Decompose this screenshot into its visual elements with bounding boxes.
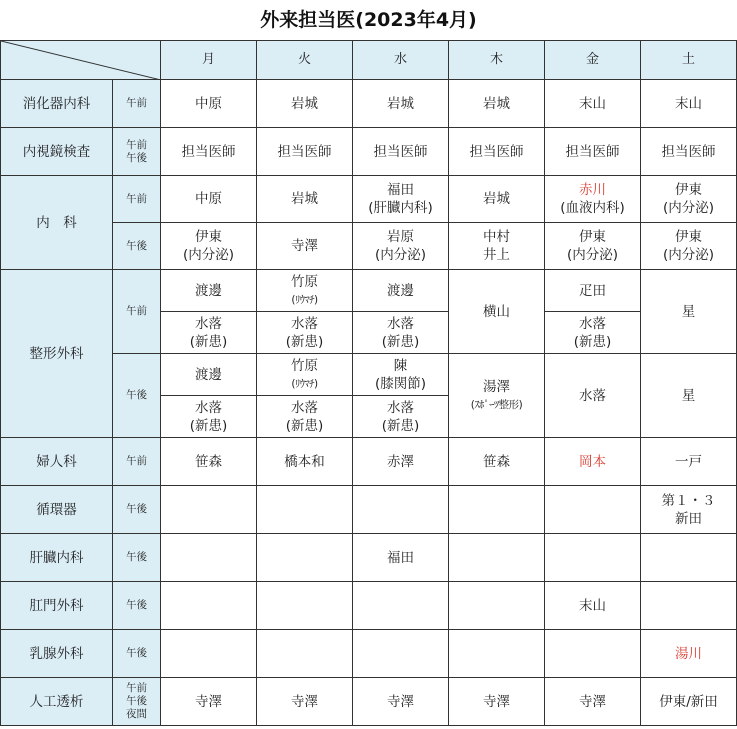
doctor-cell bbox=[257, 534, 353, 582]
doctor-cell: 寺澤 bbox=[257, 678, 353, 726]
doctor-cell bbox=[161, 534, 257, 582]
time-label: 午後 bbox=[113, 534, 161, 582]
doctor-note: (新患) bbox=[189, 417, 228, 434]
time-label: 午前 bbox=[113, 438, 161, 486]
doctor-name: 渡邊 bbox=[195, 366, 222, 383]
doctor-cell bbox=[353, 396, 449, 438]
doctor-note: (新患) bbox=[573, 333, 612, 350]
doctor-name: 竹原 bbox=[291, 273, 318, 290]
doctor-cell bbox=[161, 582, 257, 630]
doctor-name: 井上 bbox=[483, 247, 510, 263]
doctor-cell bbox=[257, 176, 353, 223]
doctor-cell bbox=[449, 630, 545, 678]
row-fujin bbox=[1, 438, 737, 486]
doctor-name: 渡邊 bbox=[387, 282, 414, 299]
doctor-name: 伊東 bbox=[579, 229, 606, 245]
doctor-cell: 笹森 bbox=[449, 438, 545, 486]
doctor-note: (肝臓内科) bbox=[368, 200, 433, 216]
doctor-cell: 末山 bbox=[545, 80, 641, 128]
doctor-note: (新患) bbox=[285, 417, 324, 434]
page-title: 外来担当医(2023年4月) bbox=[260, 9, 477, 31]
time-line: 夜間 bbox=[126, 708, 147, 720]
doctor-note: (膝関節) bbox=[374, 375, 427, 392]
doctor-note: (新患) bbox=[381, 333, 420, 350]
dept-label: 人工透析 bbox=[1, 678, 113, 726]
doctor-cell: 担当医師 bbox=[257, 128, 353, 176]
time-label bbox=[113, 678, 161, 726]
doctor-cell: 寺澤 bbox=[545, 678, 641, 726]
doctor-cell bbox=[641, 582, 737, 630]
row-naishikyo bbox=[1, 128, 737, 176]
doctor-cell: 笹森 bbox=[161, 438, 257, 486]
doctor-name: 岩原 bbox=[387, 229, 414, 245]
doctor-cell: 中原 bbox=[161, 80, 257, 128]
doctor-note: (内分泌) bbox=[182, 247, 235, 263]
doctor-cell: 疋田 bbox=[545, 270, 641, 312]
doctor-cell: 末山 bbox=[641, 80, 737, 128]
doctor-cell bbox=[449, 486, 545, 534]
doctor-note: (新患) bbox=[285, 333, 324, 350]
doctor-cell: 赤澤 bbox=[353, 438, 449, 486]
day-header: 水 bbox=[353, 41, 449, 80]
doctor-cell bbox=[545, 630, 641, 678]
doctor-cell: 水落 bbox=[545, 354, 641, 438]
doctor-cell: 岩城 bbox=[353, 80, 449, 128]
doctor-note: (新患) bbox=[381, 417, 420, 434]
doctor-cell bbox=[161, 312, 257, 354]
doctor-cell bbox=[161, 354, 257, 396]
doctor-name: 渡邊 bbox=[195, 282, 222, 299]
doctor-cell: 岩城 bbox=[257, 80, 353, 128]
doctor-cell bbox=[353, 630, 449, 678]
doctor-cell bbox=[161, 270, 257, 312]
doctor-cell: 担当医師 bbox=[353, 128, 449, 176]
time-label: 午前 bbox=[113, 80, 161, 128]
doctor-cell bbox=[257, 582, 353, 630]
doctor-name: 福田 bbox=[387, 182, 414, 198]
row-kanzo bbox=[1, 534, 737, 582]
time-line: 午前 bbox=[126, 138, 147, 151]
doctor-cell bbox=[353, 354, 449, 396]
time-line: 午後 bbox=[126, 151, 147, 164]
time-label bbox=[113, 128, 161, 176]
doctor-cell bbox=[353, 270, 449, 312]
doctor-name: 水落 bbox=[387, 399, 414, 416]
doctor-cell: 寺澤 bbox=[161, 678, 257, 726]
doctor-note: (ﾘｳﾏﾁ) bbox=[291, 377, 318, 390]
time-label: 午後 bbox=[113, 354, 161, 438]
doctor-cell bbox=[257, 223, 353, 270]
doctor-cell: 湯川 bbox=[641, 630, 737, 678]
row-junkanki bbox=[1, 486, 737, 534]
doctor-name: 水落 bbox=[195, 315, 222, 332]
doctor-name: 水落 bbox=[387, 315, 414, 332]
doctor-cell bbox=[257, 270, 353, 312]
doctor-cell bbox=[257, 312, 353, 354]
day-header: 金 bbox=[545, 41, 641, 80]
doctor-cell bbox=[161, 223, 257, 270]
row-shoka bbox=[1, 80, 737, 128]
doctor-note: (内分泌) bbox=[374, 247, 427, 263]
doctor-cell bbox=[161, 396, 257, 438]
doctor-note: (血液内科) bbox=[560, 200, 625, 216]
time-label: 午後 bbox=[113, 486, 161, 534]
doctor-cell bbox=[449, 582, 545, 630]
doctor-note: (内分泌) bbox=[662, 247, 715, 263]
header-row bbox=[1, 41, 737, 80]
doctor-name: 伊東 bbox=[675, 229, 702, 245]
dept-label: 整形外科 bbox=[1, 270, 113, 438]
dept-label: 消化器内科 bbox=[1, 80, 113, 128]
dept-label: 乳腺外科 bbox=[1, 630, 113, 678]
doctor-cell bbox=[545, 486, 641, 534]
day-header: 火 bbox=[257, 41, 353, 80]
doctor-cell bbox=[257, 396, 353, 438]
time-label: 午前 bbox=[113, 176, 161, 223]
doctor-cell bbox=[641, 176, 737, 223]
row-komon bbox=[1, 582, 737, 630]
doctor-name: 岩城 bbox=[483, 191, 510, 207]
schedule-table bbox=[0, 40, 737, 726]
doctor-cell bbox=[353, 223, 449, 270]
doctor-cell: 横山 bbox=[449, 270, 545, 354]
doctor-cell: 星 bbox=[641, 270, 737, 354]
time-line: 午後 bbox=[126, 695, 147, 707]
doctor-cell bbox=[353, 176, 449, 223]
doctor-name: 中村 bbox=[483, 229, 510, 245]
doctor-name: 中原 bbox=[195, 191, 222, 207]
doctor-cell: 担当医師 bbox=[161, 128, 257, 176]
doctor-name: 寺澤 bbox=[291, 238, 318, 254]
doctor-note: (ﾘｳﾏﾁ) bbox=[291, 293, 318, 306]
doctor-name: 伊東 bbox=[195, 229, 222, 245]
doctor-name: 赤川 bbox=[579, 182, 606, 198]
dept-label: 内視鏡検査 bbox=[1, 128, 113, 176]
doctor-name: 陳 bbox=[393, 357, 408, 374]
time-label: 午後 bbox=[113, 582, 161, 630]
doctor-note: (ｽﾎﾟｰﾂ整形) bbox=[470, 398, 523, 411]
doctor-cell bbox=[161, 630, 257, 678]
doctor-cell bbox=[641, 223, 737, 270]
row-toseki bbox=[1, 678, 737, 726]
doctor-cell: 担当医師 bbox=[449, 128, 545, 176]
dept-label: 循環器 bbox=[1, 486, 113, 534]
doctor-cell bbox=[257, 630, 353, 678]
doctor-cell: 岩城 bbox=[449, 80, 545, 128]
diagonal-line bbox=[1, 41, 161, 80]
doctor-cell bbox=[545, 176, 641, 223]
doctor-cell bbox=[449, 223, 545, 270]
row-nyusen bbox=[1, 630, 737, 678]
doctor-cell: 岡本 bbox=[545, 438, 641, 486]
doctor-cell bbox=[353, 312, 449, 354]
row-naika-am bbox=[1, 176, 737, 223]
time-label: 午前 bbox=[113, 270, 161, 354]
doctor-cell: 一戸 bbox=[641, 438, 737, 486]
doctor-cell bbox=[257, 486, 353, 534]
doctor-cell bbox=[161, 486, 257, 534]
dept-label: 肛門外科 bbox=[1, 582, 113, 630]
doctor-cell: 担当医師 bbox=[545, 128, 641, 176]
doctor-note: 第１・３ bbox=[661, 492, 716, 509]
doctor-cell: 福田 bbox=[353, 534, 449, 582]
doctor-name: 新田 bbox=[675, 510, 702, 527]
doctor-cell: 橋本和 bbox=[257, 438, 353, 486]
day-header: 月 bbox=[161, 41, 257, 80]
doctor-cell bbox=[545, 223, 641, 270]
doctor-cell bbox=[161, 176, 257, 223]
day-header: 土 bbox=[641, 41, 737, 80]
doctor-name: 竹原 bbox=[291, 357, 318, 374]
doctor-note: (内分泌) bbox=[662, 200, 715, 216]
doctor-cell bbox=[257, 354, 353, 396]
doctor-name: 伊東 bbox=[675, 182, 702, 198]
doctor-cell bbox=[545, 312, 641, 354]
doctor-cell bbox=[641, 534, 737, 582]
doctor-cell bbox=[353, 582, 449, 630]
doctor-name: 水落 bbox=[291, 315, 318, 332]
time-label: 午後 bbox=[113, 630, 161, 678]
day-header: 木 bbox=[449, 41, 545, 80]
doctor-cell: 寺澤 bbox=[353, 678, 449, 726]
doctor-cell bbox=[353, 486, 449, 534]
row-seikei-am-1 bbox=[1, 270, 737, 312]
doctor-cell: 末山 bbox=[545, 582, 641, 630]
doctor-name: 岩城 bbox=[291, 191, 318, 207]
time-label: 午後 bbox=[113, 223, 161, 270]
doctor-note: (内分泌) bbox=[566, 247, 619, 263]
doctor-name: 水落 bbox=[291, 399, 318, 416]
time-line: 午前 bbox=[126, 682, 147, 694]
doctor-cell: 担当医師 bbox=[641, 128, 737, 176]
doctor-cell: 星 bbox=[641, 354, 737, 438]
doctor-name: 水落 bbox=[579, 315, 606, 332]
doctor-cell bbox=[545, 534, 641, 582]
doctor-note: (新患) bbox=[189, 333, 228, 350]
corner-cell bbox=[1, 41, 161, 80]
doctor-name: 湯澤 bbox=[483, 378, 510, 395]
dept-label: 肝臓内科 bbox=[1, 534, 113, 582]
dept-label: 内 科 bbox=[1, 176, 113, 270]
doctor-cell: 寺澤 bbox=[449, 678, 545, 726]
doctor-cell: 伊東/新田 bbox=[641, 678, 737, 726]
dept-label: 婦人科 bbox=[1, 438, 113, 486]
doctor-name: 水落 bbox=[195, 399, 222, 416]
doctor-cell bbox=[449, 176, 545, 223]
doctor-cell bbox=[449, 534, 545, 582]
doctor-cell bbox=[641, 486, 737, 534]
doctor-cell bbox=[449, 354, 545, 438]
